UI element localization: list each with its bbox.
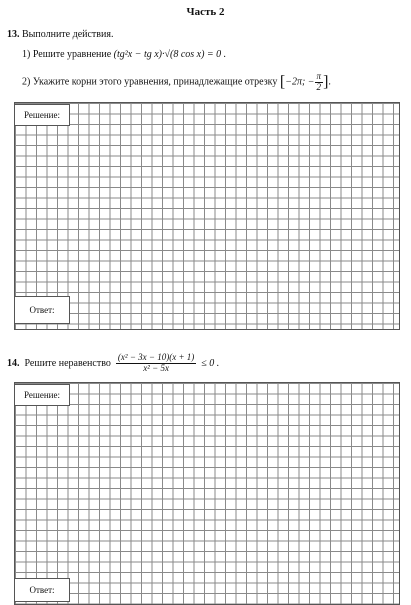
task14-answer-label: Ответ: bbox=[14, 578, 70, 602]
task13-heading bbox=[7, 29, 113, 40]
interval-denominator: 2 bbox=[316, 81, 322, 92]
task14-denominator: x² − 5x bbox=[143, 362, 169, 373]
part-title: Часть 2 bbox=[186, 6, 225, 18]
task14-relation: ≤ 0 . bbox=[201, 357, 220, 369]
task14-fraction bbox=[116, 353, 196, 374]
task13-answer-grid[interactable] bbox=[14, 102, 400, 330]
task14-number: 14. bbox=[7, 357, 20, 369]
task13-item1-prefix: 1) Решите уравнение bbox=[22, 49, 112, 60]
interval-fraction bbox=[315, 72, 324, 93]
task13-answer-label: Ответ: bbox=[14, 296, 70, 324]
task14-answer-grid[interactable] bbox=[14, 382, 400, 605]
interval-numerator: π bbox=[316, 71, 322, 81]
task14-solution-label: Решение: bbox=[14, 384, 70, 406]
task14-prefix: Решите неравенство bbox=[24, 357, 111, 369]
task14-numerator: (x² − 3x − 10)(x + 1) bbox=[117, 352, 195, 362]
left-bracket-icon: [ bbox=[279, 73, 286, 91]
task13-item2: 2) Укажите корни этого уравнения, принадлежащие отрезку [−2π; − $\frac{\pi}{2}$ ]. bbox=[22, 71, 331, 92]
task13-solution-label: Решение: bbox=[14, 104, 70, 126]
task13-heading-text: Выполните действия. bbox=[22, 29, 114, 40]
task14-heading bbox=[7, 353, 219, 374]
task13-number: 13. bbox=[7, 29, 20, 40]
interval-left: −2π; − bbox=[285, 76, 315, 88]
task13-equation: (tg²x − tg x)·√(8 cos x) = 0 . bbox=[113, 49, 227, 60]
task13-item1 bbox=[22, 49, 226, 60]
right-bracket-icon: ] bbox=[323, 73, 329, 91]
task13-item2-prefix: 2) Укажите корни этого уравнения, принадлежащие отрезку bbox=[22, 76, 278, 88]
